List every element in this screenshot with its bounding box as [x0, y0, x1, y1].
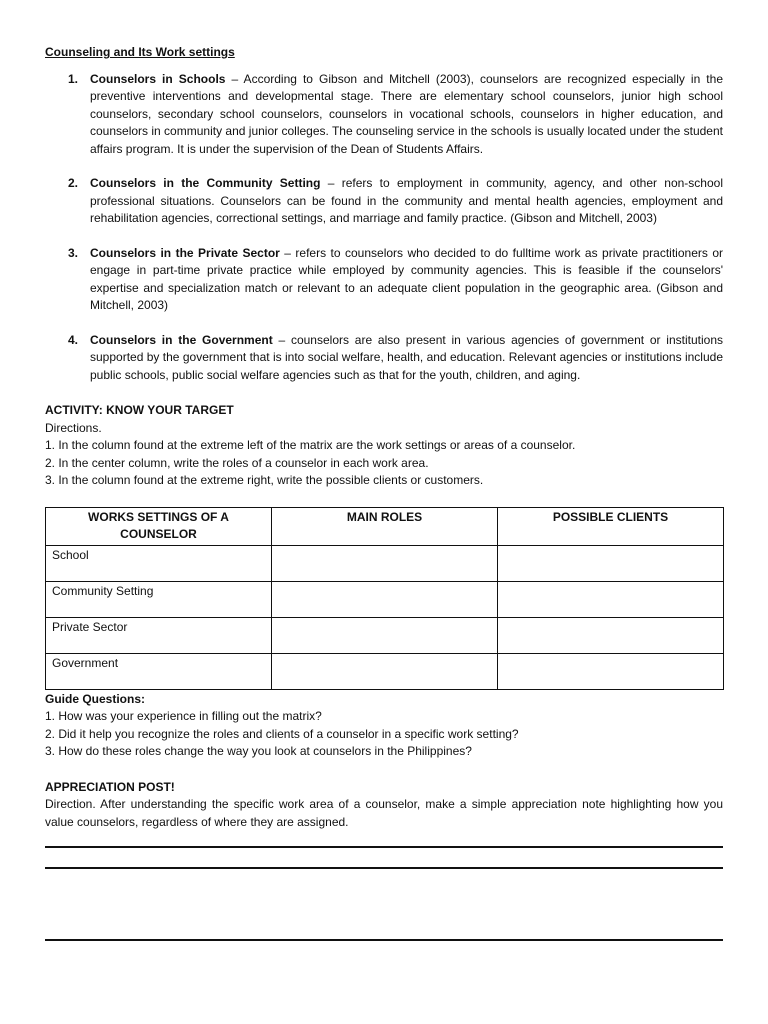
work-setting-cell: Private Sector: [46, 617, 272, 653]
main-roles-cell[interactable]: [272, 653, 498, 689]
list-item: [68, 71, 723, 159]
possible-clients-cell[interactable]: [498, 581, 724, 617]
list-item: [68, 332, 724, 385]
appreciation-heading: APPRECIATION POST!: [45, 779, 175, 794]
table-row: [46, 545, 724, 581]
direction-step: 2. In the center column, write the roles of a counselor in each work area.: [45, 455, 429, 470]
list-item: [68, 245, 723, 315]
table-row: [46, 617, 724, 653]
work-setting-cell: School: [46, 545, 272, 581]
item-number: 4.: [68, 332, 79, 347]
item-term: Counselors in Schools: [90, 71, 226, 86]
item-text: – refers to counselors who decided to do fulltime work as private practitioners or engage in part-time private practice while employed by community agencies. This is feasible if the counselors' expertise and specialization match or relevant to an adequate client population in the geographic area. (Gibson and Mitchell, 2003): [90, 245, 723, 312]
possible-clients-cell[interactable]: [498, 653, 724, 689]
list-item: [68, 175, 723, 228]
table-row: [46, 581, 724, 617]
matrix-header-row: [46, 507, 724, 545]
answer-line[interactable]: [45, 939, 723, 941]
item-term: Counselors in the Community Setting: [90, 176, 321, 190]
directions-label: Directions.: [45, 420, 102, 435]
direction-step: 3. In the column found at the extreme right, write the possible clients or customers.: [45, 473, 484, 487]
guide-heading: Guide Questions:: [45, 691, 146, 706]
item-text: – refers to employment in community, agency, and other non-school professional situations. Counselors can be found in the community and mental health agencies, employment and rehabilitation agencies, correctional settings, and marriage and family practice. (Gibson and Mitchell, 2003): [90, 176, 723, 225]
item-number: 1.: [68, 71, 79, 86]
guide-questions-section: [45, 691, 723, 761]
header-work-settings: WORKS SETTINGS OF A COUNSELOR: [46, 507, 272, 545]
activity-section: [45, 402, 723, 490]
item-term: Counselors in the Private Sector: [90, 245, 280, 260]
guide-question: 3. How do these roles change the way you look at counselors in the Philippines?: [45, 744, 472, 758]
item-number: 2.: [68, 176, 79, 190]
document-page: [45, 44, 723, 831]
work-settings-matrix: [45, 507, 724, 690]
work-settings-list: [45, 71, 723, 385]
guide-question: 1. How was your experience in filling out the matrix?: [45, 709, 322, 723]
item-text: – counselors are also present in various agencies of government or institutions supported by the government that is into social welfare, health, and education. Relevant agencies or institutions include public schools, public social welfare agencies such as that for the youth, children, and aging.: [90, 332, 724, 382]
answer-line[interactable]: [45, 846, 723, 848]
work-setting-cell: Community Setting: [46, 581, 272, 617]
document-title: Counseling and Its Work settings: [45, 45, 235, 59]
answer-line[interactable]: [45, 867, 723, 869]
item-term: Counselors in the Government: [90, 332, 273, 347]
item-number: 3.: [68, 245, 79, 260]
main-roles-cell[interactable]: [272, 617, 498, 653]
activity-heading: ACTIVITY: KNOW YOUR TARGET: [45, 403, 234, 417]
main-roles-cell[interactable]: [272, 545, 498, 581]
item-text: – According to Gibson and Mitchell (2003), counselors are recognized especially in the preventive interventions and developmental stage. There are elementary school counselors, junior high school counselors, secondary school counselors, counselors in vocational schools, counselors in higher education, and counselors in community and junior colleges. The counseling service in the schools is usually located under the student affairs program. It is under the supervision of the Dean of Students Affairs.: [90, 71, 723, 156]
possible-clients-cell[interactable]: [498, 617, 724, 653]
appreciation-section: [45, 779, 723, 832]
main-roles-cell[interactable]: [272, 581, 498, 617]
guide-question: 2. Did it help you recognize the roles and clients of a counselor in a specific work setting?: [45, 726, 519, 741]
possible-clients-cell[interactable]: [498, 545, 724, 581]
table-row: [46, 653, 724, 689]
appreciation-direction: Direction. After understanding the specific work area of a counselor, make a simple appreciation note highlighting how you value counselors, regardless of where they are assigned.: [45, 797, 723, 829]
direction-step: 1. In the column found at the extreme left of the matrix are the work settings or areas of a counselor.: [45, 438, 576, 452]
header-possible-clients: POSSIBLE CLIENTS: [498, 507, 724, 545]
header-main-roles: MAIN ROLES: [272, 507, 498, 545]
work-setting-cell: Government: [46, 653, 272, 689]
